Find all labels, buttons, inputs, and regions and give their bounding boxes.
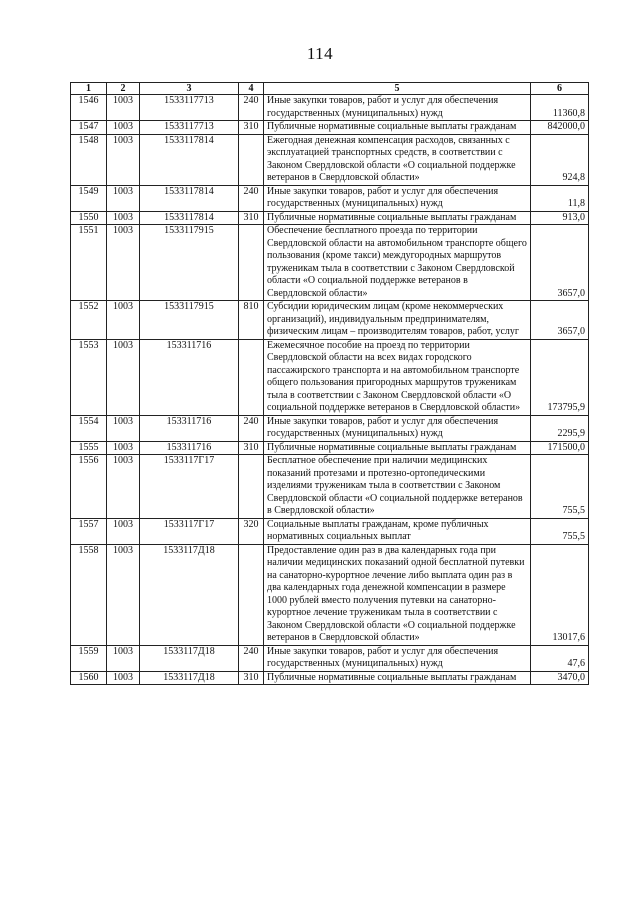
expense-type-cell: 810: [239, 301, 264, 340]
table-row: [71, 121, 589, 135]
table-row: [71, 225, 589, 301]
item-name-cell: Публичные нормативные социальные выплаты гражданам: [264, 671, 531, 685]
section-code-cell: 1003: [107, 185, 140, 211]
target-article-cell: 1533117Д18: [140, 645, 239, 671]
item-name-cell: Обеспечение бесплатного проезда по территории Свердловской области на автомобильном транспорте общего пользования (кроме такси) междугородных маршрутов труженикам тыла в соответствии с Законом Свердловской области «О социальной поддержке ветеранов в Свердловской области»: [264, 225, 531, 301]
row-number-cell: 1554: [71, 415, 107, 441]
item-name-cell: Публичные нормативные социальные выплаты гражданам: [264, 211, 531, 225]
row-number-cell: 1551: [71, 225, 107, 301]
column-header-5: 5: [264, 83, 531, 95]
item-name-cell: Иные закупки товаров, работ и услуг для обеспечения государственных (муниципальных) нужд: [264, 415, 531, 441]
amount-cell: 13017,6: [531, 544, 589, 645]
row-number-cell: 1560: [71, 671, 107, 685]
row-number-cell: 1546: [71, 95, 107, 121]
item-name-cell: Бесплатное обеспечение при наличии медицинских показаний протезами и протезно-ортопедическими изделиями труженикам тыла в соответствии с Законом Свердловской области «О социальной поддержке ветеранов в Свердловской области»: [264, 455, 531, 519]
table-row: [71, 671, 589, 685]
expense-type-cell: [239, 339, 264, 415]
target-article-cell: 1533117Г17: [140, 518, 239, 544]
column-header-6: 6: [531, 83, 589, 95]
target-article-cell: 1533117915: [140, 225, 239, 301]
amount-cell: 2295,9: [531, 415, 589, 441]
expense-type-cell: 310: [239, 211, 264, 225]
section-code-cell: 1003: [107, 121, 140, 135]
row-number-cell: 1555: [71, 441, 107, 455]
amount-cell: 3657,0: [531, 301, 589, 340]
row-number-cell: 1553: [71, 339, 107, 415]
amount-cell: 3470,0: [531, 671, 589, 685]
expense-type-cell: 240: [239, 415, 264, 441]
expense-type-cell: 310: [239, 671, 264, 685]
target-article-cell: 1533117Г17: [140, 455, 239, 519]
page-number: 114: [306, 44, 334, 63]
amount-cell: 11,8: [531, 185, 589, 211]
expense-type-cell: [239, 455, 264, 519]
expense-type-cell: 310: [239, 441, 264, 455]
column-header-1: 1: [71, 83, 107, 95]
target-article-cell: 1533117713: [140, 95, 239, 121]
section-code-cell: 1003: [107, 441, 140, 455]
target-article-cell: 1533117Д18: [140, 544, 239, 645]
item-name-cell: Иные закупки товаров, работ и услуг для обеспечения государственных (муниципальных) нужд: [264, 645, 531, 671]
table-body: [71, 95, 589, 685]
row-number-cell: 1557: [71, 518, 107, 544]
target-article-cell: 1533117814: [140, 185, 239, 211]
amount-cell: 171500,0: [531, 441, 589, 455]
column-header-4: 4: [239, 83, 264, 95]
item-name-cell: Ежегодная денежная компенсация расходов, связанных с эксплуатацией транспортных средств, в соответствии с Законом Свердловской области «О социальной поддержке ветеранов в Свердловской области»: [264, 134, 531, 185]
table-row: [71, 645, 589, 671]
section-code-cell: 1003: [107, 518, 140, 544]
amount-cell: 842000,0: [531, 121, 589, 135]
item-name-cell: Социальные выплаты гражданам, кроме публичных нормативных социальных выплат: [264, 518, 531, 544]
amount-cell: 3657,0: [531, 225, 589, 301]
amount-cell: 173795,9: [531, 339, 589, 415]
section-code-cell: 1003: [107, 225, 140, 301]
table-row: [71, 455, 589, 519]
target-article-cell: 1533117Д18: [140, 671, 239, 685]
expense-type-cell: 310: [239, 121, 264, 135]
expense-type-cell: [239, 544, 264, 645]
expense-type-cell: 240: [239, 645, 264, 671]
amount-cell: 755,5: [531, 455, 589, 519]
item-name-cell: Субсидии юридическим лицам (кроме некоммерческих организаций), индивидуальным предпринимателям, физическим лицам – производителям товаров, работ, услуг: [264, 301, 531, 340]
amount-cell: 47,6: [531, 645, 589, 671]
target-article-cell: 1533117814: [140, 134, 239, 185]
table-row: [71, 441, 589, 455]
target-article-cell: 1533117915: [140, 301, 239, 340]
item-name-cell: Предоставление один раз в два календарных года при наличии медицинских показаний одной бесплатной путевки на санаторно-курортное лечение либо выплата один раз в два календарных года денежной компенсации в размере 1000 рублей вместо получения путевки на санаторно-курортное лечение труженикам тыла в соответствии с Законом Свердловской области «О социальной поддержке ветеранов в Свердловской области»: [264, 544, 531, 645]
expense-type-cell: 240: [239, 185, 264, 211]
item-name-cell: Иные закупки товаров, работ и услуг для обеспечения государственных (муниципальных) нужд: [264, 95, 531, 121]
section-code-cell: 1003: [107, 301, 140, 340]
expense-type-cell: [239, 134, 264, 185]
row-number-cell: 1558: [71, 544, 107, 645]
target-article-cell: 1533117814: [140, 211, 239, 225]
section-code-cell: 1003: [107, 211, 140, 225]
item-name-cell: Публичные нормативные социальные выплаты гражданам: [264, 121, 531, 135]
amount-cell: 924,8: [531, 134, 589, 185]
table-row: [71, 339, 589, 415]
target-article-cell: 153311716: [140, 441, 239, 455]
table-row: [71, 544, 589, 645]
amount-cell: 11360,8: [531, 95, 589, 121]
table-row: [71, 185, 589, 211]
amount-cell: 913,0: [531, 211, 589, 225]
row-number-cell: 1547: [71, 121, 107, 135]
table-row: [71, 518, 589, 544]
expense-type-cell: 240: [239, 95, 264, 121]
item-name-cell: Иные закупки товаров, работ и услуг для обеспечения государственных (муниципальных) нужд: [264, 185, 531, 211]
section-code-cell: 1003: [107, 645, 140, 671]
table-row: [71, 301, 589, 340]
section-code-cell: 1003: [107, 95, 140, 121]
budget-table: [70, 82, 589, 685]
row-number-cell: 1556: [71, 455, 107, 519]
row-number-cell: 1550: [71, 211, 107, 225]
table-row: [71, 211, 589, 225]
expense-type-cell: 320: [239, 518, 264, 544]
section-code-cell: 1003: [107, 415, 140, 441]
column-header-3: 3: [140, 83, 239, 95]
item-name-cell: Ежемесячное пособие на проезд по территории Свердловской области на всех видах городского пассажирского транспорта и на автомобильном транспорте общего пользования пригородных маршрутов труженикам тыла в соответствии с Законом Свердловской области «О социальной поддержке ветеранов в Свердловской области»: [264, 339, 531, 415]
row-number-cell: 1549: [71, 185, 107, 211]
expense-type-cell: [239, 225, 264, 301]
target-article-cell: 153311716: [140, 415, 239, 441]
row-number-cell: 1548: [71, 134, 107, 185]
table-row: [71, 415, 589, 441]
row-number-cell: 1559: [71, 645, 107, 671]
table-header-row: [71, 83, 589, 95]
section-code-cell: 1003: [107, 455, 140, 519]
section-code-cell: 1003: [107, 671, 140, 685]
target-article-cell: 1533117713: [140, 121, 239, 135]
section-code-cell: 1003: [107, 544, 140, 645]
target-article-cell: 153311716: [140, 339, 239, 415]
table-row: [71, 95, 589, 121]
amount-cell: 755,5: [531, 518, 589, 544]
section-code-cell: 1003: [107, 339, 140, 415]
section-code-cell: 1003: [107, 134, 140, 185]
table-row: [71, 134, 589, 185]
row-number-cell: 1552: [71, 301, 107, 340]
column-header-2: 2: [107, 83, 140, 95]
item-name-cell: Публичные нормативные социальные выплаты гражданам: [264, 441, 531, 455]
